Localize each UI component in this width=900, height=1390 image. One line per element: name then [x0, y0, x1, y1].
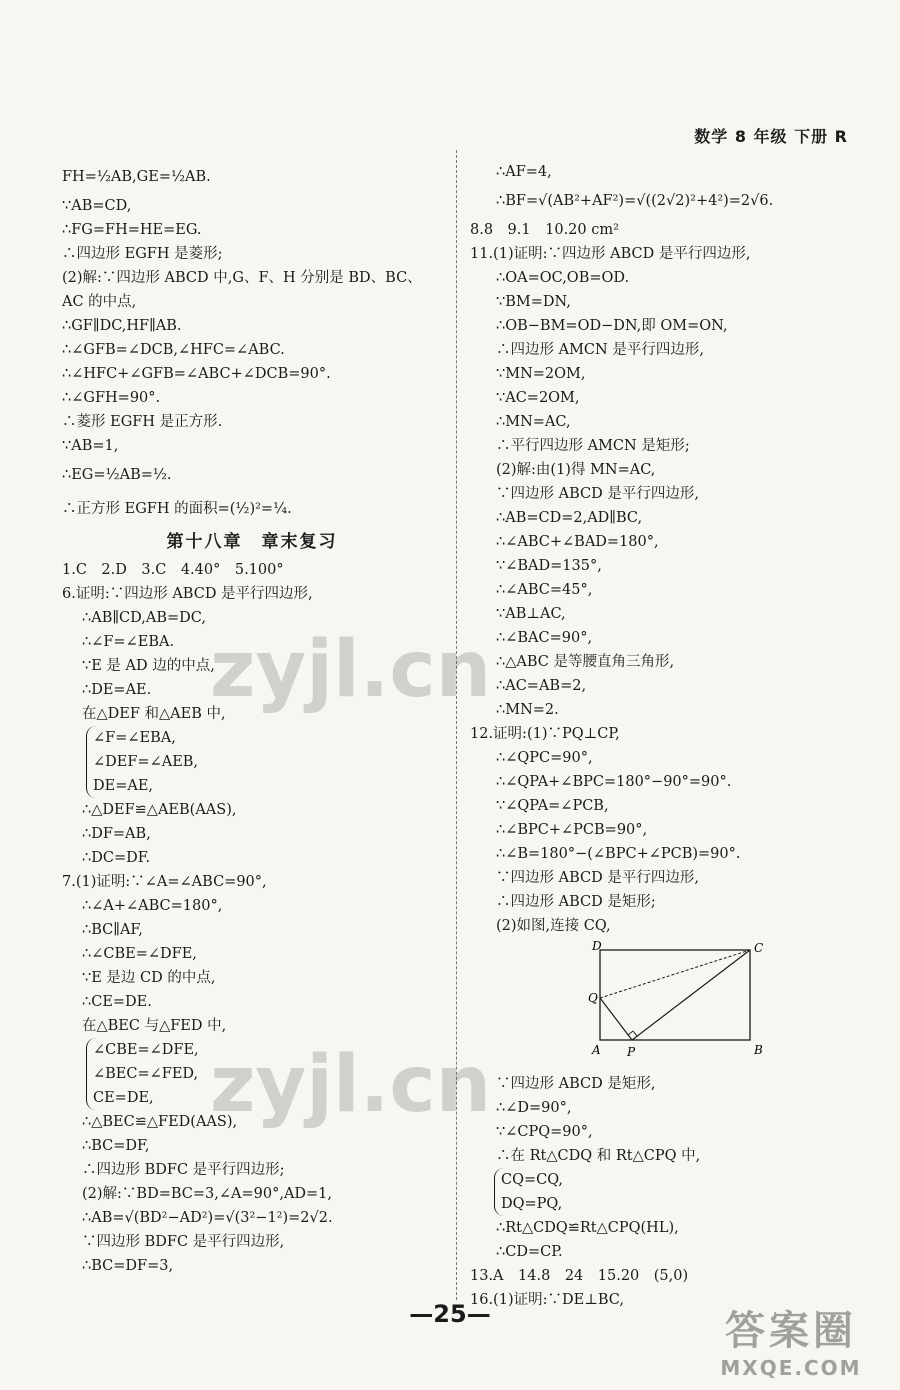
condition-brace: [86, 1038, 442, 1110]
text-line: (2)解:由(1)得 MN=AC,: [496, 462, 656, 478]
watermark: zyjl.cn: [210, 1040, 492, 1130]
text-line: ∴∠D=90°,: [496, 1100, 572, 1116]
text-line: ∴AB=√(BD²−AD²)=√(3²−1²)=2√2.: [82, 1210, 333, 1226]
text-line: ∴AB=CD=2,AD∥BC,: [496, 510, 643, 526]
text-line: ∴DF=AB,: [82, 826, 151, 842]
text-line: ∵四边形 ABCD 是平行四边形,: [496, 486, 699, 502]
text-line: ∴∠ABC=45°,: [496, 582, 593, 598]
rectangle-abcd: [600, 950, 750, 1040]
column-divider: [456, 150, 457, 1300]
text-line: ∴BF=√(AB²+AF²)=√((2√2)²+4²)=2√6.: [496, 193, 774, 209]
answer-line: 1.C 2.D 3.C 4.40° 5.100°: [62, 562, 284, 578]
corner-watermark-top: 答案圈: [725, 1308, 857, 1354]
text-line: ∴菱形 EGFH 是正方形.: [62, 414, 223, 430]
text-line: ∴EG=½AB=½.: [62, 467, 172, 483]
text-line: ∴DC=DF.: [82, 850, 151, 866]
text-line: ∴BC∥AF,: [82, 922, 143, 938]
label-c: C: [754, 941, 764, 955]
text-line: (2)如图,连接 CQ,: [496, 918, 611, 934]
text-line: DQ=PQ,: [501, 1196, 563, 1212]
text-line: ∴正方形 EGFH 的面积=(½)²=¼.: [62, 501, 292, 517]
text-line: 16.(1)证明:∵DE⊥BC,: [470, 1292, 624, 1308]
segment-pc: [632, 950, 750, 1040]
text-line: ∵E 是边 CD 的中点,: [82, 970, 216, 986]
segment-qc: [600, 950, 750, 998]
text-line: ∵E 是 AD 边的中点,: [82, 658, 215, 674]
text-line: ∴△BEC≌△FED(AAS),: [82, 1114, 238, 1130]
text-line: ∠DEF=∠AEB,: [93, 754, 199, 770]
text-line: ∴OA=OC,OB=OD.: [496, 270, 630, 286]
corner-watermark: [696, 1299, 886, 1380]
text-line: ∵四边形 BDFC 是平行四边形,: [82, 1234, 285, 1250]
page-number: —25—: [409, 1300, 491, 1328]
text-line: ∴∠A+∠ABC=180°,: [82, 898, 223, 914]
condition-brace: [494, 1168, 870, 1216]
text-line: ∵BM=DN,: [496, 294, 571, 310]
text-line: ∴AF=4,: [496, 164, 552, 180]
text-line: 12.证明:(1)∵PQ⊥CP,: [470, 726, 620, 742]
right-angle-mark: [628, 1031, 637, 1036]
text-line: (2)解:∵BD=BC=3,∠A=90°,AD=1,: [82, 1186, 333, 1202]
label-p: P: [627, 1045, 636, 1059]
text-line: ∴∠QPA+∠BPC=180°−90°=90°.: [496, 774, 732, 790]
text-line: FH=½AB,GE=½AB.: [62, 169, 211, 185]
text-line: ∵AB=1,: [62, 438, 119, 454]
text-line: ∴AC=AB=2,: [496, 678, 587, 694]
text-line: ∴平行四边形 AMCN 是矩形;: [496, 438, 690, 454]
text-line: ∠BEC=∠FED,: [93, 1066, 199, 1082]
rectangle-figure: [570, 938, 770, 1068]
left-column: [62, 160, 442, 1278]
text-line: 在△BEC 与△FED 中,: [82, 1018, 227, 1034]
text-line: ∵四边形 ABCD 是平行四边形,: [496, 870, 699, 886]
text-line: ∴OB−BM=OD−DN,即 OM=ON,: [496, 318, 728, 334]
text-line: ∴∠B=180°−(∠BPC+∠PCB)=90°.: [496, 846, 741, 862]
watermark: zyjl.cn: [210, 625, 492, 715]
text-line: ∴AB∥CD,AB=DC,: [82, 610, 206, 626]
text-line: ∵四边形 ABCD 是矩形,: [496, 1076, 656, 1092]
text-line: 在△DEF 和△AEB 中,: [82, 706, 226, 722]
text-line: ∴在 Rt△CDQ 和 Rt△CPQ 中,: [496, 1148, 701, 1164]
text-line: ∴∠ABC+∠BAD=180°,: [496, 534, 659, 550]
text-line: ∵AB=CD,: [62, 198, 132, 214]
text-line: ∴DE=AE.: [82, 682, 152, 698]
text-line: 11.(1)证明:∵四边形 ABCD 是平行四边形,: [470, 246, 751, 262]
text-line: 7.(1)证明:∵∠A=∠ABC=90°,: [62, 874, 267, 890]
label-q: Q: [588, 991, 598, 1005]
text-line: ∴∠BAC=90°,: [496, 630, 593, 646]
text-line: CE=DE,: [93, 1090, 154, 1106]
text-line: AC 的中点,: [62, 294, 137, 310]
text-line: (2)解:∵四边形 ABCD 中,G、F、H 分别是 BD、BC、: [62, 270, 422, 286]
text-line: CQ=CQ,: [501, 1172, 564, 1188]
text-line: ∴CE=DE.: [82, 994, 152, 1010]
text-line: ∴Rt△CDQ≌Rt△CPQ(HL),: [496, 1220, 679, 1236]
label-a: A: [592, 1043, 601, 1057]
answer-line: 8.8 9.1 10.20 cm²: [470, 222, 619, 238]
text-line: DE=AE,: [93, 778, 154, 794]
text-line: ∴△ABC 是等腰直角三角形,: [496, 654, 675, 670]
text-line: ∴△DEF≌△AEB(AAS),: [82, 802, 237, 818]
text-line: ∴∠QPC=90°,: [496, 750, 593, 766]
text-line: ∴∠GFH=90°.: [62, 390, 161, 406]
text-line: ∴MN=2.: [496, 702, 559, 718]
text-line: ∴四边形 EGFH 是菱形;: [62, 246, 223, 262]
text-line: ∠CBE=∠DFE,: [93, 1042, 199, 1058]
text-line: ∠F=∠EBA,: [93, 730, 176, 746]
text-line: ∴∠F=∠EBA.: [82, 634, 175, 650]
label-d: D: [592, 939, 602, 953]
text-line: ∴BC=DF,: [82, 1138, 150, 1154]
text-line: ∴BC=DF=3,: [82, 1258, 174, 1274]
text-line: ∵∠QPA=∠PCB,: [496, 798, 609, 814]
segment-qp: [600, 998, 632, 1040]
condition-brace: [86, 726, 442, 798]
text-line: ∴四边形 ABCD 是矩形;: [496, 894, 656, 910]
page-header: 数学 8 年级 下册 R: [694, 127, 848, 146]
text-line: ∴∠HFC+∠GFB=∠ABC+∠DCB=90°.: [62, 366, 331, 382]
right-column: [470, 160, 870, 1312]
text-line: 6.证明:∵四边形 ABCD 是平行四边形,: [62, 586, 313, 602]
text-line: ∵AB⊥AC,: [496, 606, 566, 622]
corner-watermark-bottom: MXQE.COM: [720, 1356, 862, 1380]
text-line: ∴FG=FH=HE=EG.: [62, 222, 202, 238]
text-line: ∴四边形 AMCN 是平行四边形,: [496, 342, 704, 358]
answer-line: 13.A 14.8 24 15.20 (5,0): [470, 1268, 689, 1284]
chapter-heading: 第十八章 章末复习: [166, 532, 338, 552]
text-line: ∵∠CPQ=90°,: [496, 1124, 593, 1140]
text-line: ∴∠BPC+∠PCB=90°,: [496, 822, 648, 838]
text-line: ∵∠BAD=135°,: [496, 558, 602, 574]
text-line: ∴四边形 BDFC 是平行四边形;: [82, 1162, 285, 1178]
text-line: ∴∠CBE=∠DFE,: [82, 946, 197, 962]
text-line: ∵MN=2OM,: [496, 366, 586, 382]
text-line: ∴CD=CP.: [496, 1244, 563, 1260]
label-b: B: [754, 1043, 763, 1057]
text-line: ∵AC=2OM,: [496, 390, 580, 406]
text-line: ∴MN=AC,: [496, 414, 571, 430]
text-line: ∴∠GFB=∠DCB,∠HFC=∠ABC.: [62, 342, 285, 358]
text-line: ∴GF∥DC,HF∥AB.: [62, 318, 182, 334]
